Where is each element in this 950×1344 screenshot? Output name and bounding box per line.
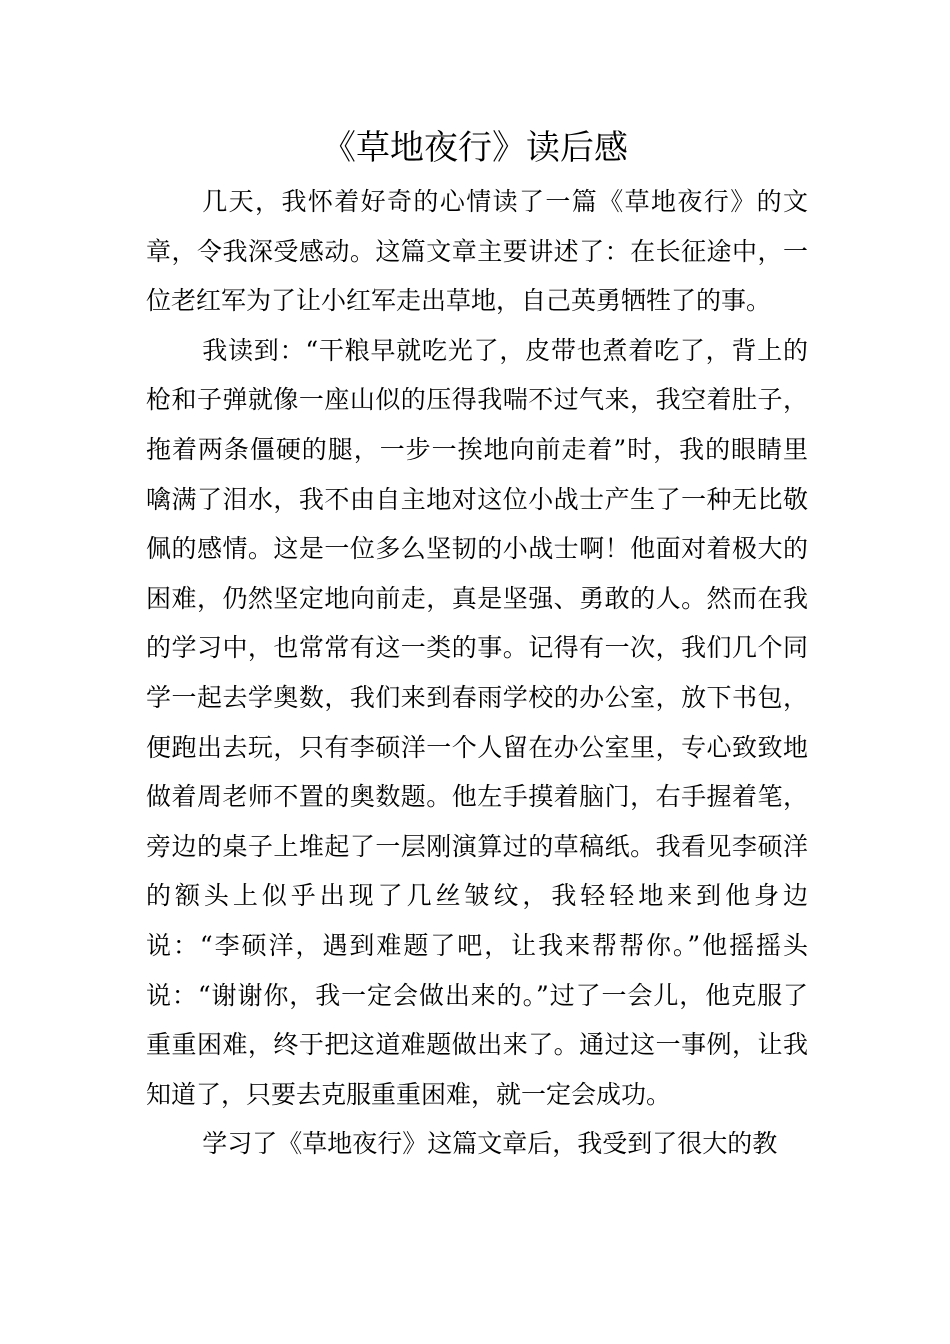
paragraph-3: 学习了《草地夜行》这篇文章后，我受到了很大的教 (202, 1129, 778, 1159)
document-title: 《草地夜行》读后感 (322, 128, 628, 168)
paragraph-2: 我读到：“干粮早就吃光了，皮带也煮着吃了，背上的枪和子弹就像一座山似的压得我喘不过气来，我空着肚子，拖着两条僵硬的腿，一步一挨地向前走着”时，我的眼睛里噙满了泪水，我不由自主地对这位小战士产生了一种无比敬佩的感情。这是一位多么坚韧的小战士啊！他面对着极大的困难，仍然坚定地向前走，真是坚强、勇敢的人。然而在我的学习中，也常常有这一类的事。记得有一次，我们几个同学一起去学奥数，我们来到春雨学校的办公室，放下书包，便跑出去玩，只有李硕洋一个人留在办公室里，专心致致地做着周老师不置的奥数题。他左手摸着脑门，右手握着笔，旁边的桌子上堆起了一层刚演算过的草稿纸。我看见李硕洋的额头上似乎出现了几丝皱纹，我轻轻地来到他身边说：“李硕洋，遇到难题了吧，让我来帮帮你。”他摇摇头说：“谢谢你，我一定会做出来的。”过了一会儿，他克服了重重困难，终于把这道难题做出来了。通过这一事例，让我知道了，只要去克服重重困难，就一定会成功。 (146, 335, 808, 1109)
paragraph-1: 几天，我怀着好奇的心情读了一篇《草地夜行》的文章，令我深受感动。这篇文章主要讲述了：在长征途中，一位老红军为了让小红军走出草地，自己英勇牺牲了的事。 (146, 187, 808, 316)
document-body (146, 177, 808, 1169)
